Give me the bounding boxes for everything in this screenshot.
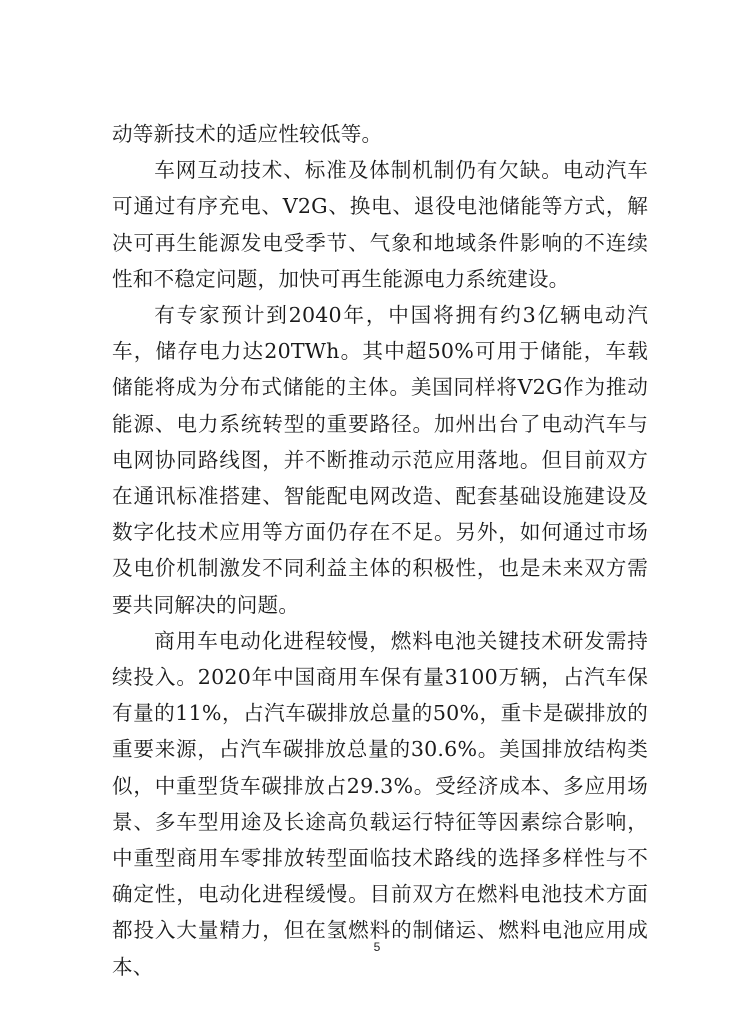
paragraph-2040-forecast: 有专家预计到2040年，中国将拥有约3亿辆电动汽车，储存电力达20TWh。其中超50%可用于储能，车载储能将成为分布式储能的主体。美国同样将V2G作为推动能源、电力系统转型的重要路径。加州出台了电动汽车与电网协同路线图，并不断推动示范应用落地。但目前双方在通讯标准搭建、智能配电网改造、配套基础设施建设及数字化技术应用等方面仍存在不足。另外，如何通过市场及电价机制激发不同利益主体的积极性，也是未来双方需要共同解决的问题。	[112, 303, 648, 617]
paragraph-v2g-standards: 车网互动技术、标准及体制机制仍有欠缺。电动汽车可通过有序充电、V2G、换电、退役电池储能等方式，解决可再生能源发电受季节、气象和地域条件影响的不连续性和不稳定问题，加快可再生能源电力系统建设。	[112, 158, 648, 291]
page-number: 5	[373, 940, 381, 954]
body-text	[112, 116, 648, 985]
paragraph-commercial-vehicles: 商用车电动化进程较慢，燃料电池关键技术研发需持续投入。2020年中国商用车保有量3100万辆，占汽车保有量的11%，占汽车碳排放总量的50%，重卡是碳排放的重要来源，占汽车碳排放总量的30.6%。美国排放结构类似，中重型货车碳排放占29.3%。受经济成本、多应用场景、多车型用途及长途高负载运行特征等因素综合影响，中重型商用车零排放转型面临技术路线的选择多样性与不确定性，电动化进程缓慢。目前双方在燃料电池技术方面都投入大量精力，但在氢燃料的制储运、燃料电池应用成本、	[112, 628, 648, 979]
paragraph-continuation: 动等新技术的适应性较低等。	[112, 122, 383, 146]
